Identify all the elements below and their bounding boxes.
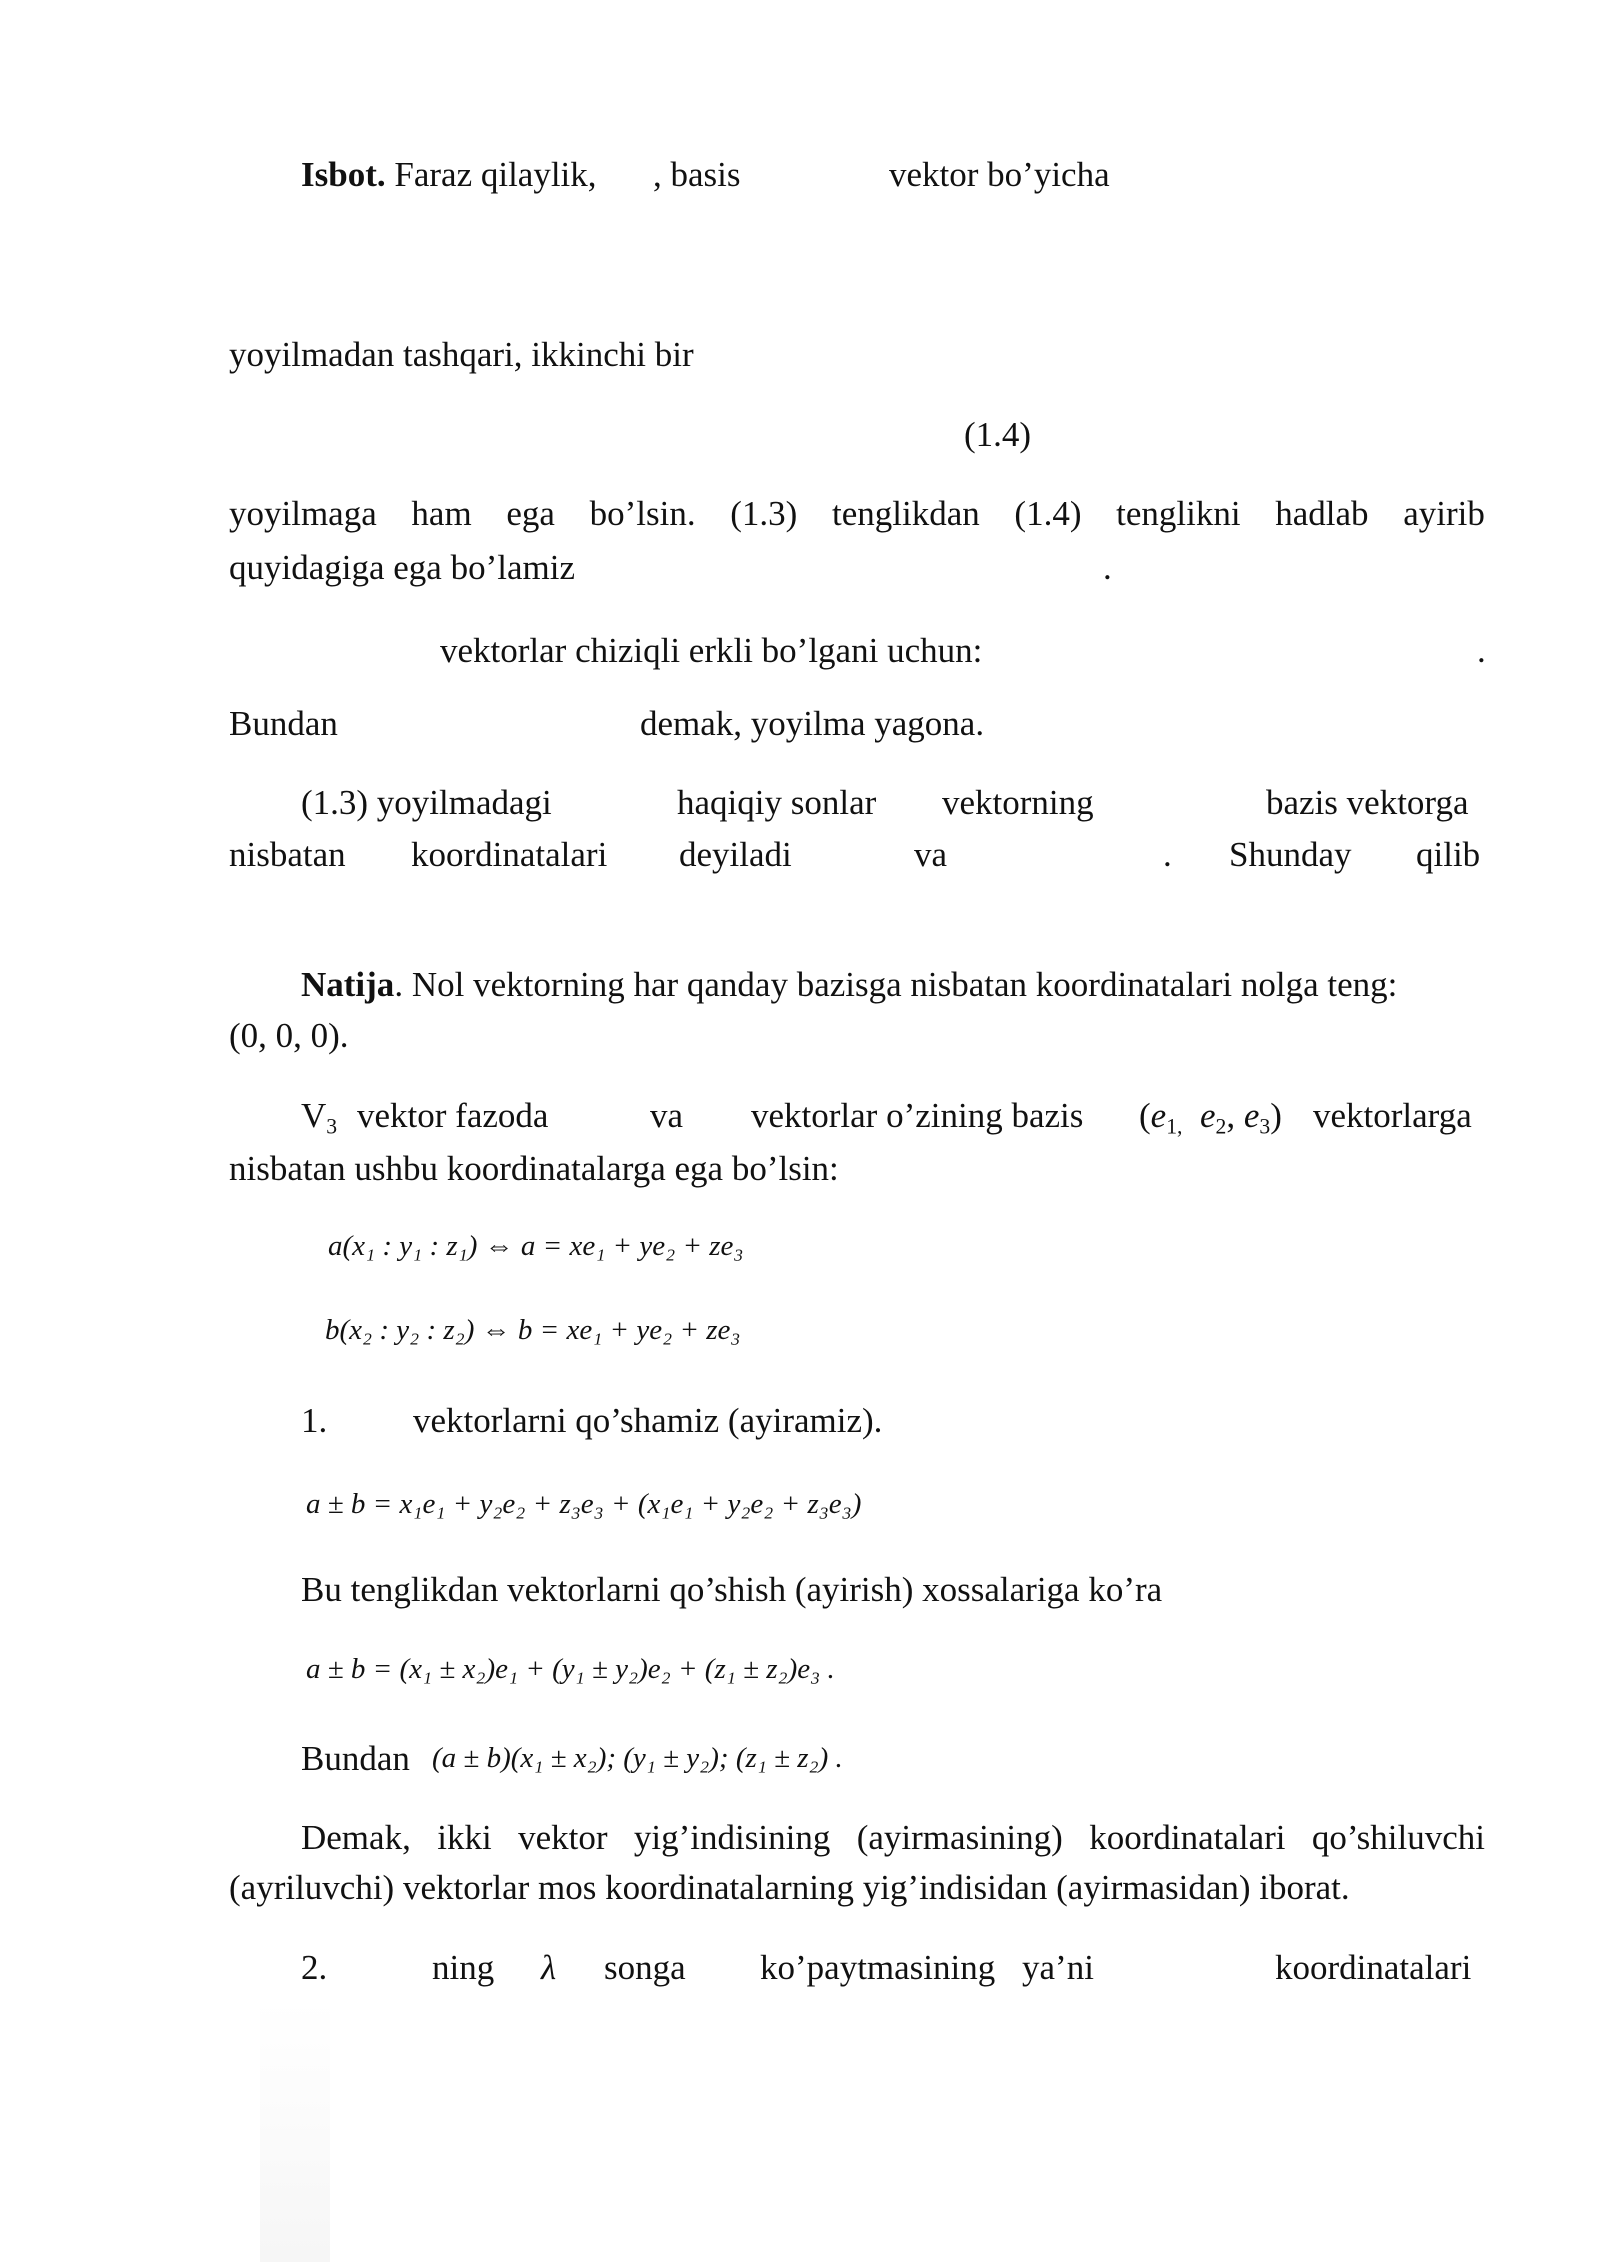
v3-letter: V: [301, 1096, 327, 1135]
basis-paren-close: ): [1270, 1096, 1282, 1135]
second-expansion-line: yoyilmadan tashqari, ikkinchi bir: [229, 335, 694, 374]
independent-vectors-line: vektorlar chiziqli erkli bo’lgani uchun:: [440, 631, 983, 670]
basis-sub2: 2: [1215, 1114, 1227, 1139]
item2-number: 2.: [301, 1948, 328, 1987]
word: bo’lsin.: [589, 494, 696, 533]
coord-def-line2-w2: deyiladi: [679, 835, 792, 874]
isbot-text-c: vektor bo’yicha: [889, 155, 1110, 194]
corollary-label: Natija: [301, 965, 395, 1004]
coord-def-line2-w0: nisbatan: [229, 835, 346, 874]
coord-def-line2-w3: va: [914, 835, 948, 874]
coord-def-a: (1.3) yoyilmadagi: [301, 783, 552, 822]
v3-basis: [1139, 1094, 1282, 1141]
isbot-text-b: , basis: [653, 155, 741, 194]
item2-text-e: koordinatalari: [1275, 1948, 1472, 1987]
basis-e2: e: [1199, 1096, 1216, 1135]
v3-subscript: 3: [326, 1114, 338, 1139]
item1-text: vektorlarni qo’shamiz (ayiramiz).: [413, 1401, 883, 1440]
coord-def-d: bazis vektorga: [1266, 783, 1469, 822]
coord-def-b: haqiqiy sonlar: [677, 783, 877, 822]
bu-tenglikdan-line: Bu tenglikdan vektorlarni qo’shish (ayirish) xossalariga ko’ra: [301, 1570, 1163, 1609]
word: hadlab: [1275, 494, 1369, 533]
word: ham: [411, 494, 472, 533]
bundan-line-label: Bundan: [301, 1739, 410, 1778]
basis-sub1: 1,: [1166, 1114, 1183, 1139]
word: (1.4): [1014, 494, 1082, 533]
word: ikki: [437, 1818, 492, 1857]
item2-text-d: ya’ni: [1022, 1948, 1094, 1987]
formula-sum-coords: a ± b = (x₁ ± x₂)e₁ + (y₁ ± y₂)e₂ + (z₁ ± z₂)e₃ .: [306, 1653, 835, 1685]
item2-text-c: ko’paytmasining: [760, 1948, 996, 1987]
basis-paren-open: (: [1139, 1096, 1151, 1135]
word: yoyilmaga: [229, 494, 377, 533]
basis-comma: ,: [1226, 1096, 1236, 1135]
v3-text-va: va: [650, 1096, 684, 1135]
v3-line2: nisbatan ushbu koordinatalarga ega bo’lsin:: [229, 1149, 839, 1188]
isbot-text-a: Faraz qilaylik,: [394, 155, 597, 194]
coord-def-line2-w5: Shunday: [1229, 835, 1352, 874]
bundan-label: Bundan: [229, 704, 338, 743]
v3-text-b: vektorlar o’zining bazis: [751, 1096, 1084, 1135]
word: qo’shiluvchi: [1311, 1818, 1485, 1857]
corollary-text: . Nol vektorning har qanday bazisga nisbatan koordinatalari nolga teng:: [394, 965, 1398, 1004]
v3-text-a: vektor fazoda: [357, 1096, 549, 1135]
item1-number: 1.: [301, 1401, 328, 1440]
corollary-line2: (0, 0, 0).: [229, 1016, 349, 1055]
word: vektor: [518, 1818, 608, 1857]
equation-number: (1.4): [964, 415, 1032, 454]
corollary-line1: [301, 963, 1397, 1007]
formula-b: b(x₂ : y₂ : z₂) ⇔ b = xe₁ + ye₂ + ze₃: [325, 1314, 741, 1346]
word: Demak,: [301, 1818, 411, 1857]
basis-e1: e: [1150, 1096, 1167, 1135]
formula-bundan: (a ± b)(x₁ ± x₂); (y₁ ± y₂); (z₁ ± z₂) .: [432, 1742, 843, 1774]
item2-text-a: ning: [432, 1948, 495, 1987]
subtract-paragraph-line1: [229, 492, 1485, 536]
v3-label: [301, 1094, 337, 1141]
independent-vectors-dot: .: [1477, 631, 1486, 670]
word: yig’indisining: [633, 1818, 831, 1857]
isbot-label: Isbot.: [301, 155, 386, 194]
demak-line1: [301, 1816, 1485, 1860]
word: (1.3): [730, 494, 798, 533]
formula-sum: a ± b = x₁e₁ + y₂e₂ + z₃e₃ + (x₁e₁ + y₂e₂ + z₃e₃): [306, 1488, 862, 1520]
word: koordinatalari: [1089, 1818, 1286, 1857]
isbot-line: [301, 153, 597, 197]
item2-text-b: songa: [604, 1948, 686, 1987]
v3-text-c: vektorlarga: [1313, 1096, 1472, 1135]
lambda-symbol: λ: [541, 1948, 557, 1987]
demak-line2: (ayriluvchi) vektorlar mos koordinatalarning yig’indisidan (ayirmasidan) iborat.: [229, 1868, 1350, 1907]
coord-def-c: vektorning: [942, 783, 1094, 822]
subtract-paragraph-line2: quyidagiga ega bo’lamiz: [229, 548, 575, 587]
formula-a: a(x₁ : y₁ : z₁) ⇔ a = xe₁ + ye₂ + ze₃: [328, 1230, 744, 1262]
coord-def-line2-w6: qilib: [1416, 835, 1481, 874]
word: (ayirmasining): [856, 1818, 1063, 1857]
basis-e3: e: [1243, 1096, 1260, 1135]
word: tenglikdan: [832, 494, 980, 533]
basis-sub3: 3: [1259, 1114, 1271, 1139]
word: ayirib: [1403, 494, 1485, 533]
subtract-paragraph-dot: .: [1103, 548, 1112, 587]
unique-expansion-text: demak, yoyilma yagona.: [640, 704, 985, 743]
scan-shadow: [260, 2000, 330, 2262]
word: ega: [506, 494, 555, 533]
coord-def-line2-w1: koordinatalari: [411, 835, 608, 874]
word: tenglikni: [1116, 494, 1241, 533]
coord-def-line2-w4: .: [1163, 835, 1172, 874]
